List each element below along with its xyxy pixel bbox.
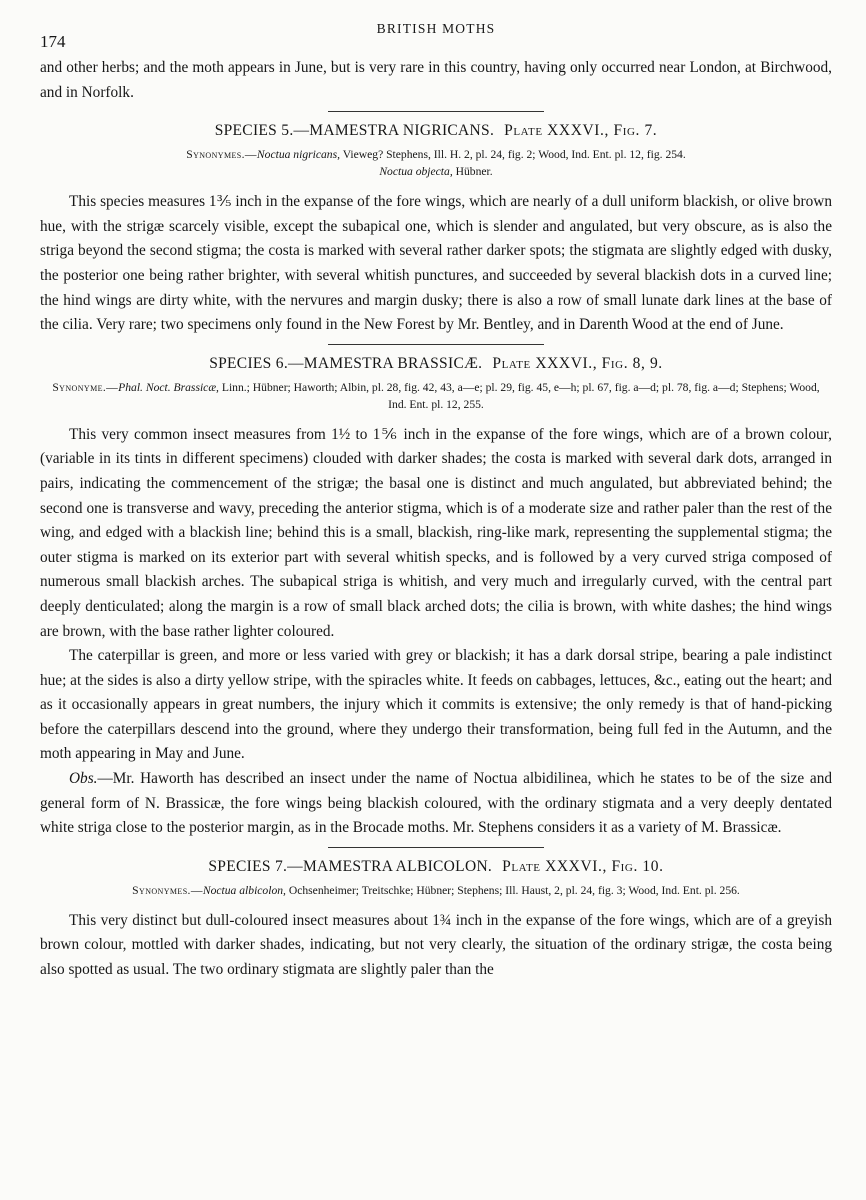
synonym-refs: Ochsenheimer; Treitschke; Hübner; Stephens; Ill. Haust, 2, pl. 24, fig. 3; Wood, Ind. Ent. pl. 256.	[285, 883, 740, 897]
synonymes	[40, 146, 832, 180]
caterpillar-paragraph: The caterpillar is green, and more or less varied with grey or blackish; it has a dark dorsal stripe, bearing a pale indistinct hue; at the sides is also a dirty yellow stripe, with the spiracles white. It feeds on cabbages, lettuces, &c., eating out the heart; and as it occasionally appears in great numbers, the injury which it commits is extensive; the only remedy is that of hand-picking before the caterpillars descend into the ground, where they undergo their transformation, being full fed in the Autumn, and the moth appearing in May and June.	[40, 647, 832, 763]
species-5-section	[40, 122, 832, 338]
continued-paragraph: and other herbs; and the moth appears in June, but is very rare in this country, having only occurred near London, at Birchwood, and in Norfolk.	[40, 59, 832, 101]
species-title: SPECIES 5.—MAMESTRA NIGRICANS.	[214, 122, 495, 140]
synonym-name: Phal. Noct. Brassicæ,	[118, 380, 219, 394]
species-heading	[40, 858, 832, 876]
description-paragraph: This very distinct but dull-coloured insect measures about 1¾ inch in the expanse of the fore wings, which are of a greyish brown colour, mottled with darker shades, indicating, but not very clearly, the situation of the ordinary strigæ, the costa being also spotted as usual. The two ordinary stigmata are slightly paler than the	[40, 911, 832, 979]
species-heading	[40, 122, 832, 140]
species-heading	[40, 355, 832, 373]
section-rule	[328, 111, 544, 112]
species-7-section	[40, 858, 832, 983]
synonym-refs: Vieweg? Stephens, Ill. H. 2, pl. 24, fig. 2; Wood, Ind. Ent. pl. 12, fig. 254.	[340, 148, 686, 162]
synonymes-label: Synonymes.—	[132, 883, 203, 897]
obs-text: —Mr. Haworth has described an insect under the name of Noctua albidilinea, which he states to be of the size and general form of N. Brassicæ, the fore wings being blackish coloured, with the ordinary stigmata and a very deeply dentated white striga close to the posterior margin, as in the Brocade moths. Mr. Stephens considers it as a variety of M. Brassicæ.	[40, 770, 832, 837]
running-head	[40, 16, 832, 56]
species-title: SPECIES 7.—MAMESTRA ALBICOLON.	[208, 857, 493, 875]
description-paragraph: This very common insect measures from 1½ to 1⅚ inch in the expanse of the fore wings, which are of a brown colour, (variable in its tints in different specimens) clouded with darker shades; the costa is marked with several dark dots, arranged in pairs, indicating the commencement of the strigæ; the basal one is distinct and much angulated, but abbreviated behind; the second one is transverse and wavy, preceding the anterior stigma, which is of a moderate size and rather paler than the rest of the wing, and edged with a blackish line; behind this is a small, blackish, ring-like mark, representing the supplemental stigma; the outer stigma is marked on its exterior part with several whitish specks, and is followed by a very curved striga composed of numerous small blackish arches. The subapical striga is whitish, and very much and irregularly curved, with the central part deeply denticulated; along the margin is a row of small black arched dots; the cilia is brown, with white dashes; the hind wings are brown, with the base rather lighter coloured.	[40, 425, 832, 640]
observation-paragraph	[40, 767, 832, 841]
synonymes-label: Synonymes.—	[186, 148, 257, 162]
synonymes	[40, 379, 832, 413]
species-6-section	[40, 355, 832, 841]
synonym-name: Noctua albicolon,	[202, 883, 286, 897]
plate-reference: Plate XXXVI., Fig. 7.	[504, 122, 658, 140]
plate-reference: Plate XXXVI., Fig. 8, 9.	[492, 354, 663, 372]
obs-label: Obs.	[69, 770, 98, 788]
synonym-name: Noctua objecta,	[379, 165, 453, 179]
running-title: BRITISH MOTHS	[376, 21, 496, 36]
synonymes-label: Synonyme.—	[52, 380, 119, 394]
plate-reference: Plate XXXVI., Fig. 10.	[502, 857, 664, 875]
synonym-refs: Linn.; Hübner; Haworth; Albin, pl. 28, fig. 42, 43, a—e; pl. 29, fig. 45, e—h; pl. 67, fig. a—d; pl. 78, fig. a—d; Stephens; Wood, Ind. Ent. pl. 12, 255.	[218, 380, 820, 411]
synonym-refs: Hübner.	[452, 165, 493, 179]
section-rule	[328, 344, 544, 345]
synonym-name: Noctua nigricans,	[256, 148, 341, 162]
species-title: SPECIES 6.—MAMESTRA BRASSICÆ.	[209, 354, 483, 372]
synonymes	[40, 882, 832, 899]
page-number: 174	[40, 32, 66, 51]
section-rule	[328, 847, 544, 848]
description-paragraph: This species measures 1⅗ inch in the expanse of the fore wings, which are nearly of a dull uniform blackish, or olive brown hue, with the strigæ scarcely visible, except the subapical one, which is slender and angulated, but very obscure, as is also the striga beyond the second stigma; the costa is marked with several rather darker spots; the stigmata are slightly edged with dusky, the posterior one being rather brighter, with several whitish punctures, and succeeded by several blackish dots in a curved line; the hind wings are dirty white, with the nervures and margin dusky; there is also a row of small lunate dark lines at the base of the cilia. Very rare; two specimens only found in the New Forest by Mr. Bentley, and in Darenth Wood at the end of June.	[40, 193, 832, 334]
